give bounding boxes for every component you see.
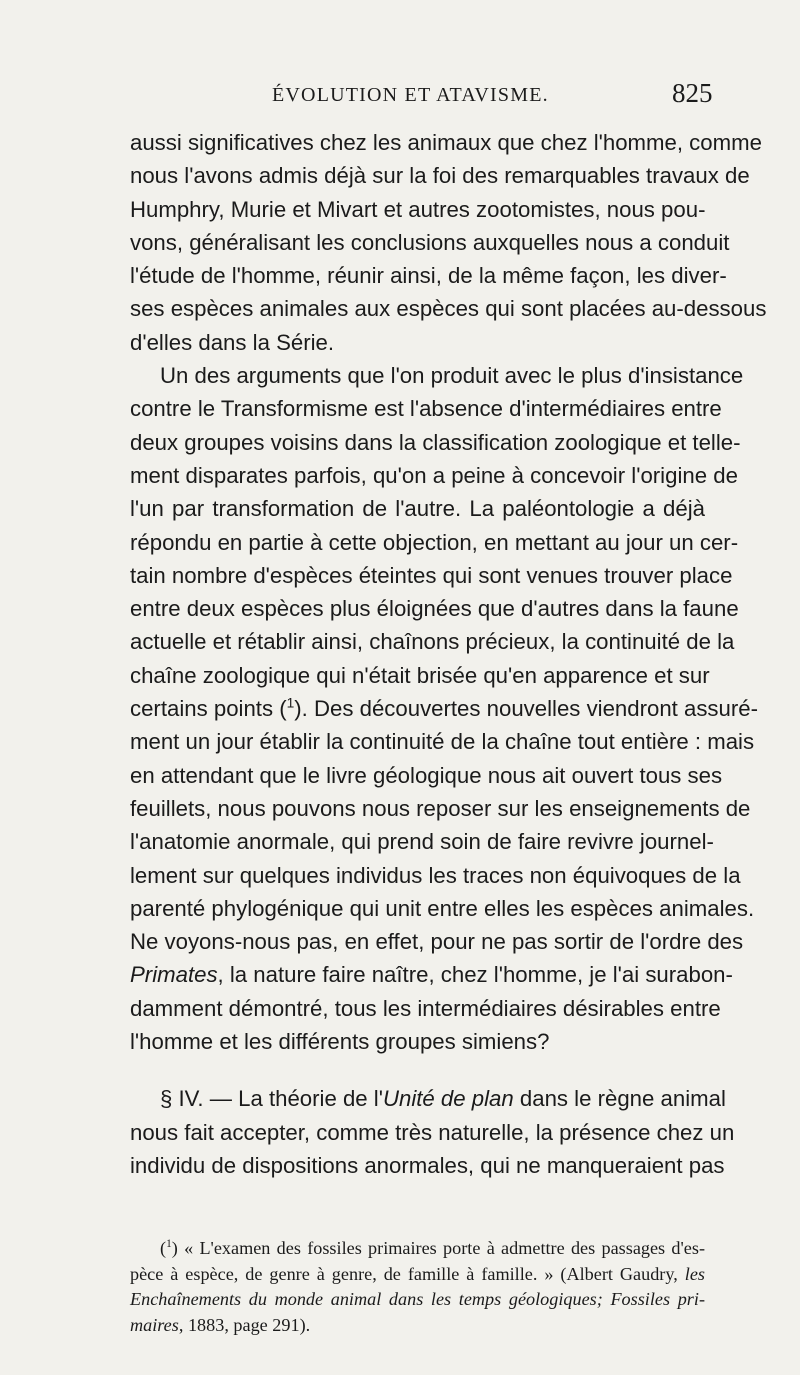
- text-segment: § IV. — La théorie de l': [160, 1086, 383, 1112]
- text-line: tain nombre d'espèces éteintes qui sont venues trouver place: [130, 562, 733, 588]
- text-line: actuelle et rétablir ainsi, chaînons précieux, la continuité de la: [130, 629, 735, 655]
- footnote-line: ($^1$) « L'examen des fossiles primaires porte à admettre des passages d'es-: [160, 1237, 706, 1258]
- text-line: l'un par transformation de l'autre. La paléontologie a déjà: [130, 496, 705, 522]
- text-line: aussi significatives chez les animaux que chez l'homme, comme: [130, 130, 762, 155]
- text-line: entre deux espèces plus éloignées que d'autres dans la faune: [130, 596, 739, 622]
- text-line: Humphry, Murie et Mivart et autres zootomistes, nous pou-: [130, 196, 706, 222]
- text-line: l'homme et les différents groupes simiens?: [130, 1029, 550, 1055]
- text-segment: « L'examen des fossiles primaires porte à admettre des passages d'es-: [184, 1238, 706, 1258]
- main-text: [130, 126, 767, 1182]
- footnote-line: [130, 1313, 705, 1339]
- text-line: d'elles dans la Série.: [130, 329, 335, 355]
- text-line: chaîne zoologique qui n'était brisée qu'en apparence et sur: [130, 662, 710, 688]
- text-line: ment un jour établir la continuité de la chaîne tout entière : mais: [130, 729, 755, 755]
- text-segment: , la nature faire naître, chez l'homme, je l'ai surabon-: [217, 962, 733, 988]
- text-segment: pèce à espèce, de genre à genre, de famille à famille. » (Albert Gaudry,: [130, 1263, 685, 1284]
- footnote-ref: 1: [286, 695, 295, 711]
- footnote-marker: 1: [166, 1237, 172, 1250]
- section-heading-line: [130, 1082, 726, 1115]
- footnote-line: [130, 1262, 705, 1288]
- section-spacer: [130, 1058, 705, 1082]
- page-number: 825: [672, 78, 713, 108]
- text-segment: dans le règne animal: [513, 1086, 726, 1112]
- text-line: Ne voyons-nous pas, en effet, pour ne pas sortir de l'ordre des: [130, 929, 744, 955]
- text-segment: , 1883, page 291).: [178, 1314, 311, 1335]
- text-line: l'étude de l'homme, réunir ainsi, de la même façon, les diver-: [130, 263, 727, 289]
- text-line: feuillets, nous pouvons nous reposer sur les enseignements de: [130, 795, 751, 821]
- italic-title: les: [684, 1263, 705, 1284]
- text-line: Un des arguments que l'on produit avec le plus d'insistance: [160, 363, 744, 389]
- text-line: nous fait accepter, comme très naturelle, la présence chez un: [130, 1119, 735, 1145]
- text-segment: ). Des découvertes nouvelles viendront assuré-: [294, 696, 758, 722]
- text-line: damment démontré, tous les intermédiaires désirables entre: [130, 995, 721, 1021]
- footnote: [130, 1236, 705, 1338]
- italic-term: Primates: [130, 962, 218, 988]
- text-line: l'anatomie anormale, qui prend soin de faire revivre journel-: [130, 829, 714, 855]
- text-line: individu de dispositions anormales, qui ne manqueraient pas: [130, 1152, 725, 1178]
- italic-title: maires: [130, 1314, 179, 1335]
- running-head: [0, 78, 800, 118]
- italic-term: Unité de plan: [382, 1086, 514, 1112]
- text-line: contre le Transformisme est l'absence d'intermédiaires entre: [130, 396, 722, 422]
- footnote-line: Enchaînements du monde animal dans les temps géologiques; Fossiles pri-: [130, 1289, 705, 1309]
- text-line: [130, 958, 733, 991]
- text-line: vons, généralisant les conclusions auxquelles nous a conduit: [130, 229, 730, 255]
- text-line: répondu en partie à cette objection, en mettant au jour un cer-: [130, 529, 739, 555]
- text-line: parenté phylogénique qui unit entre elles les espèces animales.: [130, 895, 755, 921]
- running-title: ÉVOLUTION ET ATAVISME.: [272, 84, 549, 106]
- text-line: nous l'avons admis déjà sur la foi des remarquables travaux de: [130, 163, 750, 189]
- text-segment: certains points (: [130, 696, 287, 722]
- text-line: ses espèces animales aux espèces qui sont placées au-dessous: [130, 296, 767, 322]
- text-line: [130, 692, 758, 725]
- text-line: deux groupes voisins dans la classification zoologique et telle-: [130, 429, 741, 455]
- text-line: lement sur quelques individus les traces non équivoques de la: [130, 862, 741, 888]
- text-line: ment disparates parfois, qu'on a peine à concevoir l'origine de: [130, 462, 738, 488]
- text-line: en attendant que le livre géologique nous ait ouvert tous ses: [130, 762, 723, 788]
